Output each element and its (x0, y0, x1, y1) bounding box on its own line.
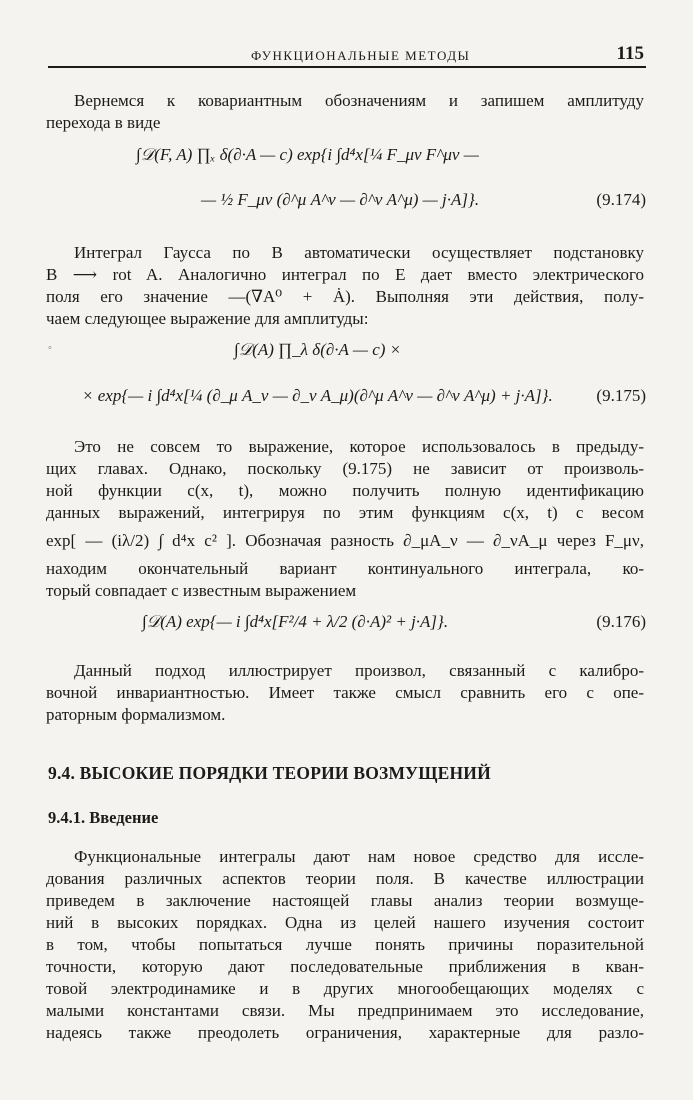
text-line: поля его значение —(∇A⁰ + Ȧ). Выполняя эти действия, полу- (46, 287, 644, 306)
header-rule (48, 66, 646, 68)
text-line: надеясь также преодолеть ограничения, характерные для разло- (46, 1023, 644, 1042)
text-line: B ⟶ rot A. Аналогично интеграл по E дает вместо электрического (46, 265, 644, 284)
equation-9-174-line2: — ½ F_μν (∂^μ A^ν — ∂^ν A^μ) — j·A]}. (201, 190, 480, 209)
book-page (46, 0, 646, 1100)
text-line: дования различных аспектов теории поля. В качестве иллюстрации (46, 869, 644, 888)
page-number: 115 (616, 43, 644, 64)
paragraph-gauge-arbitrariness (46, 660, 644, 726)
text-line: Функциональные интегралы дают нам новое средство для иссле- (74, 847, 644, 866)
paragraph-gauss-integral (46, 242, 644, 330)
equation-9-175-line2: × exp{— i ∫d⁴x[¼ (∂_μ A_ν — ∂_ν A_μ)(∂^μ A^ν — ∂^ν A^μ) + j·A]}. (82, 386, 553, 405)
equation-number-9-175: (9.175) (596, 386, 646, 405)
equation-9-175-line1: ∫𝒟(A) ∏_λ δ(∂·A — c) × (234, 340, 402, 359)
text-line: Интеграл Гаусса по B автоматически осуществляет подстановку (74, 243, 644, 262)
text-line: щих главах. Однако, поскольку (9.175) не зависит от произволь- (46, 459, 644, 478)
text-line: приведем в заключение настоящей главы анализ теории возмуще- (46, 891, 644, 910)
text-line: находим окончательный вариант континуального интеграла, ко- (46, 559, 644, 578)
text-line: торый совпадает с известным выражением (46, 581, 357, 600)
text-line: Вернемся к ковариантным обозначениям и запишем амплитуду (74, 91, 644, 110)
equation-9-176: ∫𝒟(A) exp{— i ∫d⁴x[F²/4 + λ/2 (∂·A)² + j·A]}. (142, 612, 449, 631)
text-line: ний в высоких порядках. Одна из целей нашего изучения состоит (46, 913, 644, 932)
text-line: данных выражений, интегрируя по этим функциям c(x, t) с весом (46, 503, 644, 522)
text-line: товой электродинамике и в других многообещающих моделях с (46, 979, 644, 998)
subsection-heading: 9.4.1. Введение (48, 808, 159, 827)
text-line: в том, чтобы попытаться лучше понять причины поразительной (46, 935, 644, 954)
equation-9-174-line1: ∫𝒟(F, A) ∏ₓ δ(∂·A — c) exp{i ∫d⁴x[¼ F_μν F^μν — (136, 145, 479, 164)
text-line: Это не совсем то выражение, которое использовалось в предыду- (74, 437, 644, 456)
print-speck: ◦ (48, 342, 52, 354)
text-line: точности, которую дают последовательные приближения в кван- (46, 957, 644, 976)
running-title: ФУНКЦИОНАЛЬНЫЕ МЕТОДЫ (251, 48, 471, 63)
text-line: ной функции c(x, t), можно получить полную идентификацию (46, 481, 644, 500)
section-heading: 9.4. ВЫСОКИЕ ПОРЯДКИ ТЕОРИИ ВОЗМУЩЕНИЙ (48, 763, 491, 783)
paragraph-intro (46, 90, 644, 134)
page-header (46, 40, 646, 68)
paragraph-identification (46, 436, 644, 602)
equation-number-9-174: (9.174) (596, 190, 646, 209)
text-line: чаем следующее выражение для амплитуды: (46, 309, 369, 328)
equation-number-9-176: (9.176) (596, 612, 646, 631)
text-line: вочной инвариантностью. Имеет также смысл сравнить его с опе- (46, 683, 644, 702)
text-line: Данный подход иллюстрирует произвол, связанный с калибро- (74, 661, 644, 680)
text-line: малыми константами связи. Мы предпринимаем это исследование, (46, 1001, 644, 1020)
text-line: перехода в виде (46, 113, 161, 132)
text-line: раторным формализмом. (46, 705, 226, 724)
paragraph-introduction (46, 846, 644, 1044)
text-line: exp[ — (iλ/2) ∫ d⁴x c² ]. Обозначая разность ∂_μA_ν — ∂_νA_μ через F_μν, (46, 531, 644, 550)
